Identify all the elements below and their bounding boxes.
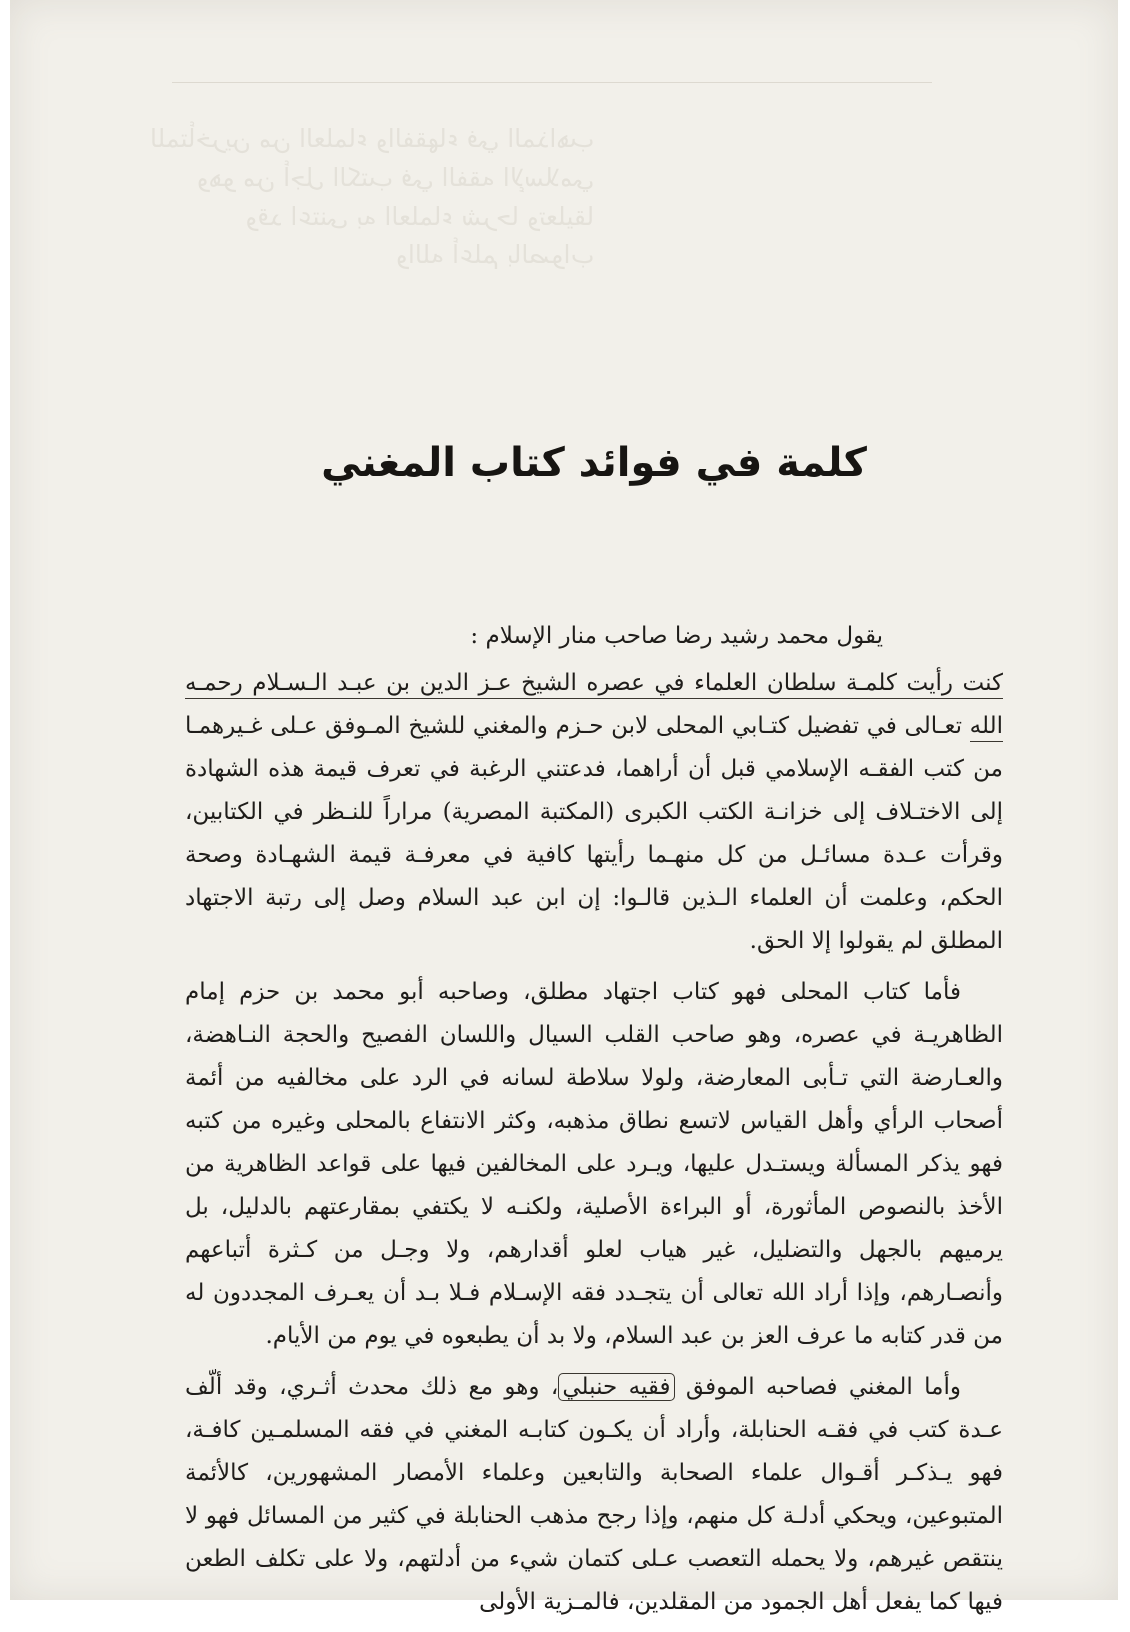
paragraph-1-text: تعـالى في تفضيل كتـابي المحلى لابن حـزم والمغني للشيخ المـوفق عـلى غـيرهمـا من كتب الفقـه الإسلامي قبل أن أراهما، فدعتني الرغبة في تعرف قيمة هذه الشهادة إلى الاختـلاف إلى خزانـة الكتب الكبرى (المكتبة المصرية) مراراً للنـظر في الكتابين، وقرأت عـدة مسائـل من كل منهـما رأيتها كافية في معرفـة قيمة الشهـادة وصحة الحكم، وعلمت أن العلماء الـذين قالـوا: إن ابن عبد السلام وصل إلى رتبة الاجتهاد المطلق لم يقولوا إلا الحق. — [185, 713, 1003, 954]
boxed-phrase: فقيه حنبلي — [558, 1373, 674, 1401]
paragraph-3 — [185, 1366, 1003, 1624]
paragraph-3-start: وأما المغني فصاحبه الموفق — [674, 1374, 961, 1400]
show-through-text: ﻿ﻟﻠﻤﺘﺄﺧﺮﻳﻦ ﻣﻦ ﺍﻟﻌﻠﻤﺎﺀ ﻭﺍﻟﻔﻘﻬﺎﺀ ﻓﻲ ﺍﻟﻤﺬﺍﻫﺐ ﻭﻫﻮ ﻣﻦ ﺃﺟﻞ ﺍﻟﻜﺘﺐ ﻓﻲ ﺍﻟﻔﻘﻪ ﺍﻹﺳﻼﻣﻲ ﻭﻗﺪ ﺍﻋﺘﻨﻰ ﺑﻪ ﺍﻟﻌﻠﻤﺎﺀ ﺷﺮﺣﺎ ﻭﺗﻌﻠﻴﻘﺎ ﻭﺍﻟﻠﻪ ﺃﻋﻠﻢ ﺑﺎﻟﺼﻮﺍﺏ — [150, 124, 595, 270]
body-text — [185, 618, 1003, 1632]
intro-line: يقول محمد رشيد رضا صاحب منار الإسلام : — [470, 623, 883, 649]
underlined-phrase: كنت رأيت كلمـة سلطان العلماء في عصره الشيخ عـز الدين بن عبـد الـسـلام رحمـه الله — [185, 670, 1003, 742]
paragraph-3-text: ، وهو مع ذلك محدث أثـري، وقد ألّف عـدة كتب في فقـه الحنابلة، وأراد أن يكـون كتابـه المغني في فقه المسلمـين كافـة، فهو يـذكـر أقـوال علماء الصحابة والتابعين وعلماء الأمصار المشهورين، كالأئمة المتبوعين، ويحكي أدلـة كل منهم، وإذا رجح مذهب الحنابلة في كثير من المسائل فهو لا ينتقص غيرهم، ولا يحمله التعصب عـلى كتمان شيء من أدلتهم، ولا على تكلف الطعن فيها كما يفعل أهل الجمود من المقلدين، فالمـزية الأولى — [185, 1374, 1003, 1615]
page-title: كلمة في فوائد كتاب المغني — [321, 440, 867, 486]
paragraph-2: فأما كتاب المحلى فهو كتاب اجتهاد مطلق، وصاحبه أبو محمد بن حزم إمام الظاهريـة في عصره، وهو صاحب القلب السيال واللسان الفصيح والحجة النـاهضة، والعـارضة التي تـأبى المعارضة، ولولا سلاطة لسانه في الرد على مخالفيه من أئمة أصحاب الرأي وأهل القياس لاتسع نطاق مذهبه، وكثر الانتفاع بالمحلى وغيره من كتبه فهو يذكر المسألة ويستـدل عليها، ويـرد على المخالفين فيها على قواعد الظاهرية من الأخذ بالنصوص المأثورة، أو البراءة الأصلية، ولكنـه لا يكتفي بمقارعتهم بالدليل، بل يرميهم بالجهل والتضليل، غير هياب لعلو أقدارهم، ولا وجـل من كـثرة أتباعهم وأنصـارهم، وإذا أراد الله تعالى أن يتجـدد فقه الإسـلام فـلا بـد أن يعـرف المجددون له من قدر كتابه ما عرف العز بن عبد السلام، ولا بد أن يطبعوه في يوم من الأيام. — [185, 979, 1003, 1349]
book-page — [10, 0, 1118, 1615]
show-through-rule — [172, 82, 932, 83]
paragraph-1 — [185, 662, 1003, 963]
